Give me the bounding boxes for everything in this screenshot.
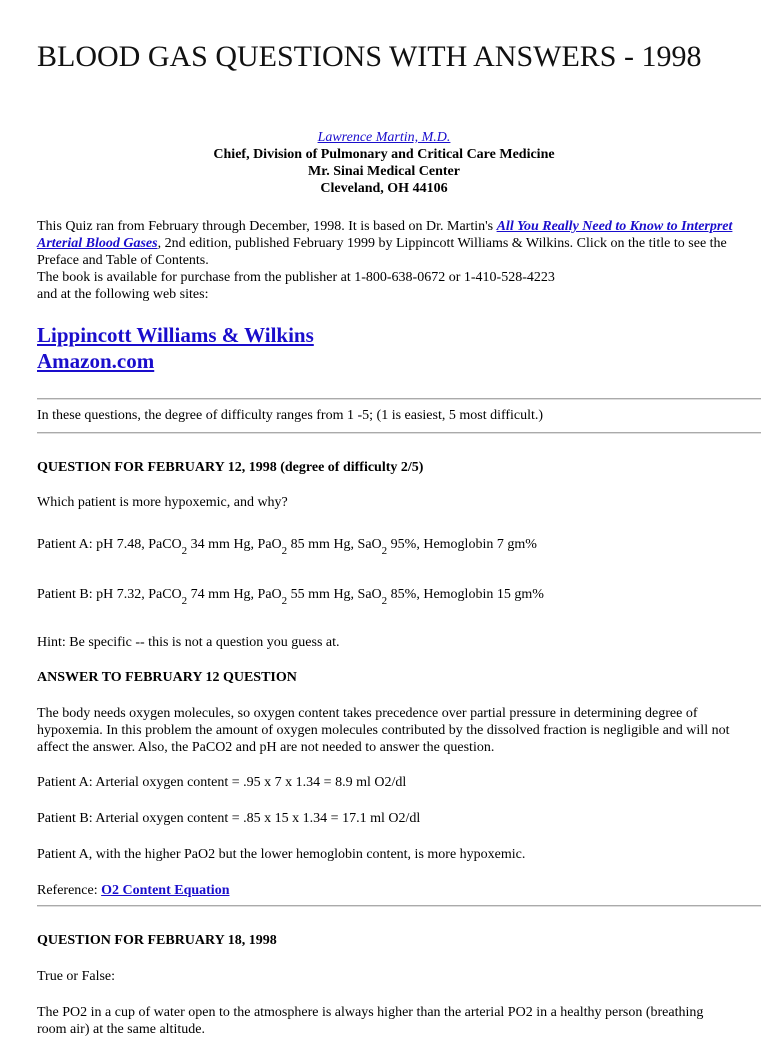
subscript: 2: [381, 545, 388, 557]
patient-a-text: 85 mm Hg, SaO: [287, 537, 382, 552]
author-location: Cleveland, OH 44106: [320, 181, 448, 196]
author-link[interactable]: Lawrence Martin, M.D.: [317, 130, 451, 145]
question-2-statement: The PO2 in a cup of water open to the atmosphere is always higher than the arterial PO2 in a healthy person (breathing room air) at the same altitude.: [37, 1005, 704, 1037]
publisher-phone: The book is available for purchase from the publisher at 1-800-638-0672 or 1-410-528-4223: [37, 270, 555, 285]
subscript: 2: [381, 595, 388, 607]
patient-b-content: Patient B: Arterial oxygen content = .85 x 15 x 1.34 = 17.1 ml O2/dl: [37, 811, 421, 826]
divider: [37, 905, 761, 907]
author-block: [37, 129, 731, 197]
question-1-heading: QUESTION FOR FEBRUARY 12, 1998 (degree of difficulty 2/5): [37, 460, 424, 475]
divider: [37, 398, 761, 400]
intro-text: This Quiz ran from February through December, 1998. It is based on Dr. Martin's: [37, 219, 497, 234]
question-2-heading: QUESTION FOR FEBRUARY 18, 1998: [37, 933, 277, 948]
page-title: BLOOD GAS QUESTIONS WITH ANSWERS - 1998: [37, 40, 702, 73]
patient-b-values: [37, 586, 737, 607]
question-1-text: Which patient is more hypoxemic, and why?: [37, 495, 288, 510]
patient-a-text: 95%, Hemoglobin 7 gm%: [387, 537, 537, 552]
patient-b-text: Patient B: pH 7.32, PaCO: [37, 587, 182, 602]
answer-1-heading: ANSWER TO FEBRUARY 12 QUESTION: [37, 670, 297, 685]
patient-a-text: Patient A: pH 7.48, PaCO: [37, 537, 182, 552]
book-title-link[interactable]: All You Really Need to Know to Interpret Arterial Blood Gases: [37, 219, 733, 251]
hint-text: Hint: Be specific -- this is not a question you guess at.: [37, 635, 340, 650]
author-institution: Mr. Sinai Medical Center: [308, 164, 460, 179]
author-title: Chief, Division of Pulmonary and Critical Care Medicine: [213, 147, 555, 162]
patient-a-values: [37, 536, 737, 557]
intro-text-2: , 2nd edition, published February 1999 by Lippincott Williams & Wilkins. Click on the title to see the Preface and Table of Contents.: [37, 236, 727, 268]
patient-b-text: 85%, Hemoglobin 15 gm%: [387, 587, 544, 602]
answer-1-paragraph: The body needs oxygen molecules, so oxygen content takes precedence over partial pressure in determining degree of hypoxemia. In this problem the amount of oxygen molecules contributed by the dissolved fraction is negligible and will not affect the answer. Also, the PaCO2 and pH are not needed to answer the question.: [37, 706, 730, 755]
question-2-type: True or False:: [37, 969, 116, 984]
divider: [37, 432, 761, 434]
patient-b-text: 55 mm Hg, SaO: [287, 587, 382, 602]
lippincott-link[interactable]: Lippincott Williams & Wilkins: [37, 323, 314, 347]
web-sites-intro: and at the following web sites:: [37, 287, 209, 302]
subscript: 2: [181, 545, 188, 557]
answer-conclusion: Patient A, with the higher PaO2 but the lower hemoglobin content, is more hypoxemic.: [37, 847, 526, 862]
intro-paragraph: [37, 218, 737, 303]
patient-a-content: Patient A: Arterial oxygen content = .95 x 7 x 1.34 = 8.9 ml O2/dl: [37, 775, 407, 790]
subscript: 2: [281, 595, 288, 607]
subscript: 2: [281, 545, 288, 557]
reference-line: [37, 882, 737, 899]
reference-label: Reference:: [37, 883, 102, 898]
o2-content-equation-link[interactable]: O2 Content Equation: [101, 883, 230, 898]
patient-b-text: 74 mm Hg, PaO: [187, 587, 282, 602]
amazon-link[interactable]: Amazon.com: [37, 349, 155, 373]
subscript: 2: [181, 595, 188, 607]
sites-list: [37, 322, 314, 374]
patient-a-text: 34 mm Hg, PaO: [187, 537, 282, 552]
difficulty-note: In these questions, the degree of difficulty ranges from 1 -5; (1 is easiest, 5 most difficult.): [37, 408, 544, 423]
